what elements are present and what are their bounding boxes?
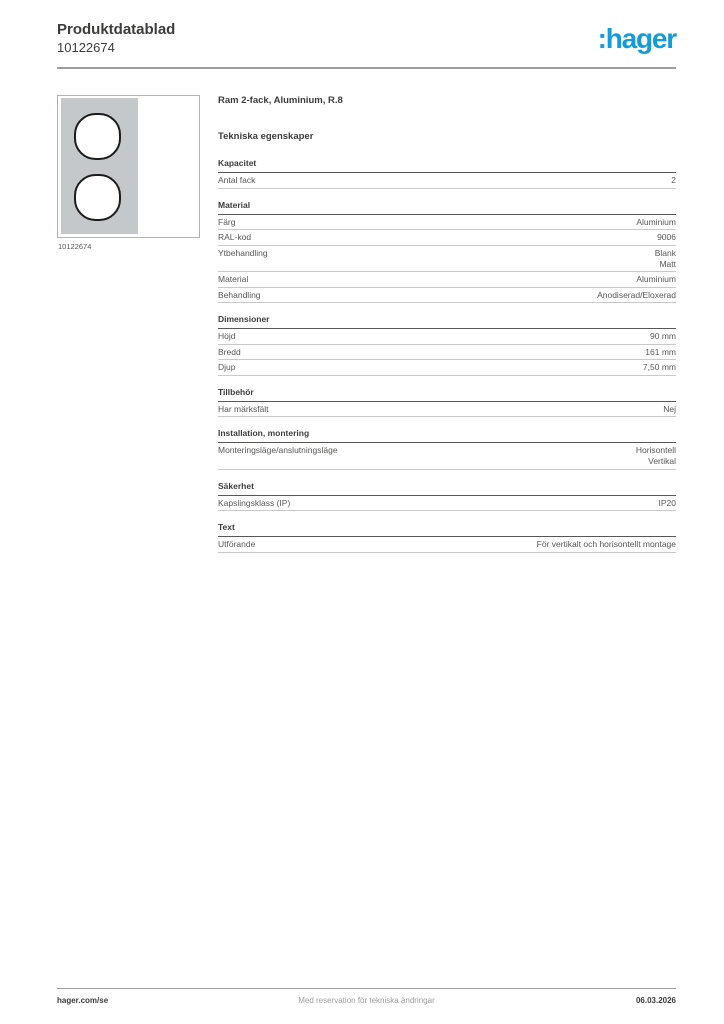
spec-row-value: Blank Matt xyxy=(654,247,676,269)
spec-row-label: Utförande xyxy=(218,539,256,549)
spec-row xyxy=(218,246,676,273)
article-number: 10122674 xyxy=(57,40,115,55)
spec-row-value: 7,50 mm xyxy=(642,362,676,372)
spec-row xyxy=(218,272,676,288)
frame-opening-bottom xyxy=(74,174,121,221)
footer-date: 06.03.2026 xyxy=(635,996,676,1005)
spec-row-label: Bredd xyxy=(218,346,241,357)
spec-row-value: Aluminium xyxy=(636,216,676,227)
spec-section xyxy=(218,200,676,304)
specifications-column xyxy=(218,95,676,564)
spec-section-title: Tillbehör xyxy=(218,387,676,402)
spec-row-value: 90 mm xyxy=(650,331,676,341)
spec-row xyxy=(218,537,676,553)
spec-section xyxy=(218,314,676,376)
header-divider xyxy=(57,67,676,69)
spec-section-title: Material xyxy=(218,200,676,215)
spec-section xyxy=(218,428,676,470)
product-name: Ram 2-fack, Aluminium, R.8 xyxy=(218,95,343,106)
spec-row xyxy=(218,230,676,246)
spec-row-value: Nej xyxy=(663,403,676,414)
spec-row-value: Horisontell Vertikal xyxy=(635,445,676,466)
spec-row-label: Material xyxy=(218,274,249,284)
spec-sections xyxy=(218,158,676,553)
spec-section-title: Säkerhet xyxy=(218,481,676,496)
spec-row xyxy=(218,173,676,189)
spec-section-title: Text xyxy=(218,522,676,537)
spec-row-label: Monteringsläge/anslutningsläge xyxy=(218,445,338,455)
spec-row xyxy=(218,345,676,361)
spec-row-label: RAL-kod xyxy=(218,232,252,242)
footer xyxy=(57,988,676,1005)
spec-row-label: Antal fack xyxy=(218,175,256,185)
spec-section xyxy=(218,387,676,418)
spec-row-label: Kapslingsklass (IP) xyxy=(218,497,291,508)
hager-logo: :hager xyxy=(597,23,676,54)
spec-row-label: Har märksfält xyxy=(218,403,269,414)
specs-heading: Tekniska egenskaper xyxy=(218,131,314,142)
spec-row xyxy=(218,360,676,376)
spec-section-title: Dimensioner xyxy=(218,314,676,329)
spec-section xyxy=(218,158,676,189)
spec-row-value: Anodiserad/Eloxerad xyxy=(597,289,676,300)
spec-section xyxy=(218,481,676,512)
spec-row-value: 9006 xyxy=(657,232,676,242)
spec-section-title: Installation, montering xyxy=(218,428,676,443)
spec-row-value: 2 xyxy=(671,175,676,185)
product-image xyxy=(57,95,200,238)
spec-row xyxy=(218,443,676,470)
spec-row-label: Behandling xyxy=(218,289,261,300)
page-title: Produktdatablad xyxy=(57,21,176,38)
spec-section xyxy=(218,522,676,553)
spec-row-value: För vertikalt och horisontellt montage xyxy=(536,539,676,549)
frame-opening-top xyxy=(74,113,121,160)
footer-website: hager.com/se xyxy=(57,996,109,1005)
spec-row-label: Färg xyxy=(218,216,236,227)
spec-row-label: Ytbehandling xyxy=(218,247,268,258)
spec-row xyxy=(218,288,676,304)
spec-row xyxy=(218,402,676,418)
spec-row-value: Aluminium xyxy=(636,274,676,284)
spec-row-label: Höjd xyxy=(218,331,236,341)
frame-panel xyxy=(61,98,138,234)
product-image-caption: 10122674 xyxy=(58,242,92,251)
spec-row xyxy=(218,329,676,345)
spec-row xyxy=(218,496,676,512)
spec-row-label: Djup xyxy=(218,362,236,372)
footer-disclaimer: Med reservation för tekniska ändringar xyxy=(298,996,435,1005)
header xyxy=(57,20,175,56)
spec-section-title: Kapacitet xyxy=(218,158,676,173)
spec-row-value: 161 mm xyxy=(645,346,676,357)
spec-row xyxy=(218,215,676,231)
spec-row-value: IP20 xyxy=(658,497,676,508)
